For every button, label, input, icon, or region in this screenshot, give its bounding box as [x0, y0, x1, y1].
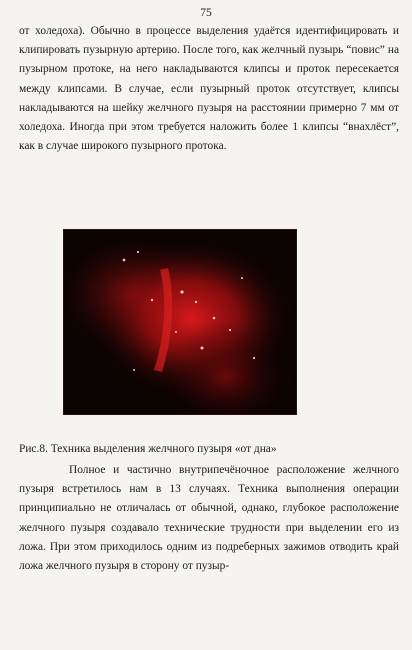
- paragraph-top: от холедоха). Обычно в процессе выделения удаётся идентифицировать и клипировать пузырную артерию. После того, как желчный пузырь “повис” на пузырном протоке, на него накладываются клипсы и проток пересекается между клипсами. В случае, если пузырный проток отсутствует, клипсы накладываются на шейку желчного пузыря на расстоянии примерно 7 мм от холедоха. Иногда при этом требуется наложить более 1 клипсы “внахлёст”, как в случае широкого пузырного протока.: [19, 25, 399, 153]
- surgery-photo-image: [64, 230, 296, 414]
- figure-photo: [64, 230, 296, 414]
- paragraph-bottom: Полное и частично внутрипечёночное расположение желчного пузыря встретилось нам в 13 случаях. Техника выполнения операции принципиально не отличалась от обычной, однако, глубокое расположение желчного пузыря создавало технические трудности при выделении его из ложа. При этом приходилось одним из подреберных зажимов отводить край ложа желчного пузыря в сторону от пузыр-: [19, 464, 399, 573]
- page-number: 75: [200, 7, 212, 19]
- figure-caption: Рис.8. Техника выделения желчного пузыря «от дна»: [19, 443, 277, 455]
